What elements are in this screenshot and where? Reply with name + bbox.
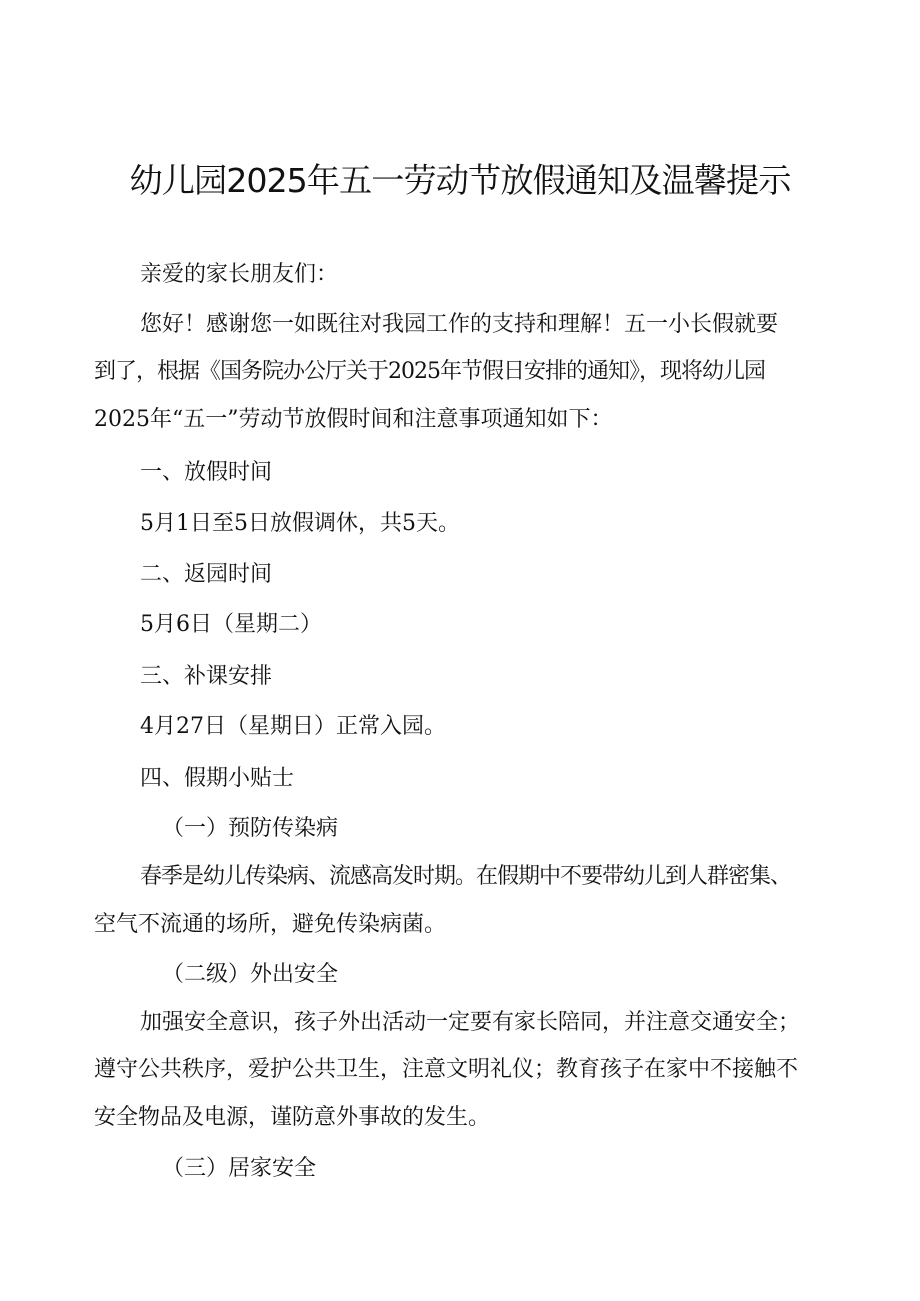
- tips-subheading-disease: （一）预防传染病: [162, 816, 339, 841]
- intro-line-3: 2025年“五一”劳动节放假时间和注意事项通知如下：: [94, 407, 613, 432]
- makeup-text: 4月27日（星期日）正常入园。: [140, 714, 446, 739]
- outdoor-line-2: 遵守公共秩序，爱护公共卫生，注意文明礼仪；教育孩子在家中不接触不: [94, 1057, 799, 1082]
- greeting: 亲爱的家长朋友们：: [140, 262, 339, 287]
- disease-line-1: 春季是幼儿传染病、流感高发时期。在假期中不要带幼儿到人群密集、: [140, 864, 792, 889]
- holiday-text: 5月1日至5日放假调休，共5天。: [140, 511, 460, 536]
- section-heading-tips: 四、假期小贴士: [140, 766, 295, 791]
- intro-line-2: 到了，根据《国务院办公厅关于2025年节假日安排的通知》，现将幼儿园: [94, 359, 765, 384]
- section-heading-return: 二、返园时间: [140, 562, 273, 587]
- document-title: 幼儿园2025年五一劳动节放假通知及温馨提示: [129, 161, 791, 200]
- outdoor-line-3: 安全物品及电源，谨防意外事故的发生。: [94, 1105, 491, 1130]
- section-heading-makeup: 三、补课安排: [140, 664, 273, 689]
- tips-subheading-outdoor: （二级）外出安全: [162, 962, 339, 987]
- disease-line-2: 空气不流通的场所，避免传染病菌。: [94, 912, 447, 937]
- outdoor-line-1: 加强安全意识，孩子外出活动一定要有家长陪同，并注意交通安全；: [140, 1010, 801, 1035]
- return-text: 5月6日（星期二）: [140, 612, 322, 637]
- section-heading-holiday: 一、放假时间: [140, 460, 273, 485]
- tips-subheading-home: （三）居家安全: [162, 1156, 317, 1181]
- intro-line-1: 您好！感谢您一如既往对我园工作的支持和理解！五一小长假就要: [140, 312, 779, 337]
